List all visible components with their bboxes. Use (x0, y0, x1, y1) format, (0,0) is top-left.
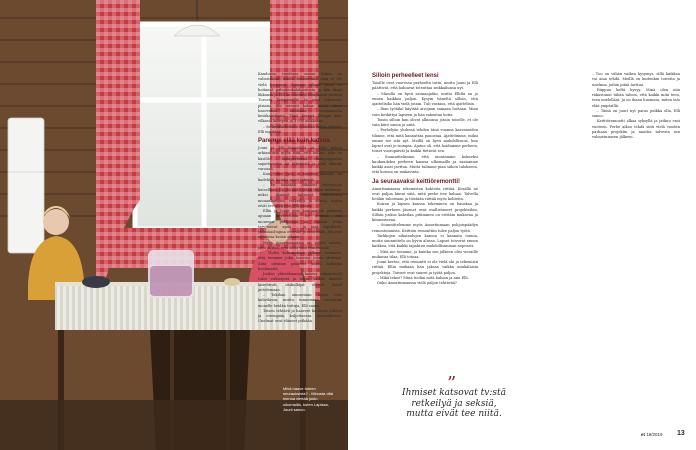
paragraph: – Suunnittelemme myös Amortinmaan pohjoispäädyn remontoinnista. Keittiön remonttiin tulee paljon työtä. (372, 223, 478, 233)
paragraph: Amortinmaassa tekemisten kohteita riittää. Kesällä ne ovat paljon kiinni siitä, mitä perhe itse haluaa. Talvella heidän tuloistaan ja töistään riittää myös kohteita. (372, 186, 478, 201)
page-number: 13 (677, 430, 685, 437)
paragraph: Toisen tehtävä ja haaveet kuuluvat arkeen ja eteenpäin kuljettaessa luonnollisesti. Unelmat ovat eläneet pitkään. (258, 308, 342, 324)
subheading: Silloin perheelleet lensi (372, 73, 439, 79)
paragraph: Jouni kertoo, että remontti ei ole vielä ohi ja tekemistä riittää. Ellin mukaan hän jaksaa vaikka minkälaisia projekteja. Toiveet ovat suuret ja työtä paljon. (372, 260, 478, 275)
subheading: Parempi elää kuin katsoa (258, 138, 330, 144)
paragraph: – Minulla on hyvä saunanjatko, mutta Elliltä on jo ennen kaikkea paljon. Kysyin häneltä silloin, että ajattelisiko hän vielä jotain. Tuli vastaus, että ajattelisin. (372, 91, 478, 106)
paragraph: Ellin ja Jouni ovat kummankin paikasta apuaan perheeltään. He tietävät, että monessa perheessä on ihmisiä jotka tarvitsevat apua – ja taas lapsilleen, yksinhuoltajina etsiville ja nuorisolle. He ovat aktiivisia kesän aikana. (258, 209, 342, 240)
article-column-1 (258, 72, 342, 325)
paragraph: – Yhden kokemuksen jälkeen sovimme, että teemme joka lauantai jotain yhdessä. Siitä olemme pitäneet kiinni kaikesta huolimatta. (258, 251, 342, 271)
photo-caption: Mikä haave toteen seurauksista? - Minusta olisi hienoa viettää joulu ulkomailla, kuten Lapissa, Jouni sanoo. (283, 386, 334, 412)
article-column-3 (592, 72, 680, 140)
subheading: Ja seuraavaksi keittiöremontti! (372, 178, 461, 185)
paragraph: Kun tekee työt, ei tarvitse kamalla tai kadehtia, kuinka muut tekevät. (258, 172, 342, 182)
paragraph: Myös Amortinmaassa on paljon asioita, joita auttaa, että asiat vain remontoida. (258, 240, 342, 250)
quote-mark-icon: ” (447, 373, 457, 394)
pull-quote: Ihmiset katsovat tv:stä retkeilyä ja seksiä, mutta eivät tee niitä. (402, 388, 506, 419)
paragraph: Joskus yhteiskunnan kanssa tekemisestä tulee virkistystä ja intoa. Vaikka ihmiset kiirehtivät, ohikulkijat ehtivät jäädä juttelemaan. (258, 272, 342, 292)
paragraph: – Mitä me teemme, ja kuinka sen jälkeen olisi vieraille mukavaa tilaa, Elli toteaa. (372, 249, 478, 259)
paragraph: Toisin silloin kun olivat alkuunsa jotain toiselle, et ole vain kiire sanoa ja niitä. (372, 117, 478, 127)
paragraph: Kandonsa vuodessa mooni kohta on valmistunut, mutta remontointi aina ei ole vielä loppunut. Samaan aikaan Jouni on hoitanut paluuleukalahjoitusta ja hän tävät likkansa ja Elli on siirtänyt terapiansa tuttuun Turusta Tampereelle. Ja jotta tekemistä piisaisi, Elli toteutti kolme kesää sitten haaveensa koulunsa avartamasta kesäkahvilasta. Tänä kesänä kauppa kävi vilkasta kiertyen ja 3 000 asiakasta. (258, 72, 342, 124)
paragraph: – En baaskaa aikaansi televisioon katsellaan. En ole vielä tähän ikään keskenyt, miksi ihmiset katsovat televisiosta muuanlaitteita, retkeilyä ja seksiä, mutta eivät tee niitä itse, Elli sanoo. (258, 182, 342, 208)
paragraph: Jouni ja Elli Raipelalla on kyky puhua arkiasioista myös siitä, että hetket, joka on käsillä – lapsiperheenä, viisikymppisinä sapattivuotta tai tekemistä ja niitä elämää varoaan. (258, 146, 342, 171)
paragraph: Koiran ja lapsen kanssa tekeminen on hauskaa ja kaikki perheen jäsenet ovat osallistuneet projekteihin. Silloin joskus kahvilan pitäminen on erittäin mukavaa ja kiinnostavaa. (372, 202, 478, 222)
paragraph: – Tämä on juuri nyt paras paikka olla, Elli sanoo. (592, 108, 680, 118)
issue-number: 19/2019 (646, 432, 663, 437)
paragraph: Tarkkojen aikataulujen kanssa ei kannata toimia, mutta suunnittelu on hyvin alussa. Lapset toivovat ennen kaikkea, että kaikki tapahtuu mahdollisimman nopeasti. (372, 233, 478, 249)
folio (641, 432, 663, 437)
paragraph: Onko Amortinmaassa vielä paljon tehtävää? (377, 281, 457, 285)
article-column-2 (372, 72, 478, 286)
paragraph: Toisille ovat vuorossa perheeltä tuttu, mutta Jouni ja Elli päättivät, että haluavat toteuttaa seikkailunsa nyt. (372, 81, 478, 91)
magazine-logo: et (641, 432, 646, 437)
paragraph: – Perhelyön yhdessä tehden tänä vuonna kasvaneiden tilanne, että mitä kannattaa panostaa. Ajattelimme, miksi emme tee sitä nyt. Meillä on hyvä mahdollisuus, kun lapset ovat jo isompia. Ajatus oli, että hoidamme perheen, toiset vuoropäivät ja kaikki tietävät sen. (372, 128, 478, 154)
paragraph: Keittiöremontti alkaa syksyllä ja jatkuu ensi vuoteen. Perhe aikoo tehdä siitä vielä vuoden parhaan projektin ja nauttia talvesta sen valmistumisen jälkeen. (592, 119, 680, 139)
paragraph: Riippuu keltä kysyy. Minä olen niin rakastunut tähän taloon, että kaikki mitä teen, teen mielelläni. Ja on ihana huomata, miten talo elää ympärillä. (592, 87, 680, 108)
paragraph: – Suunnittelimme, että muutamme kolmeksi kuukaudeksi perheen kanssa ulkomaille ja saatamme kaikki asiat jaettua. Mutta tulimme pian siihen tulokseen, että kotona on mukavinta. (372, 154, 478, 175)
paragraph: – Se kesäkahvilaan tyimästä vähän ylläätti, Elli myöntää. (258, 124, 342, 134)
paragraph: – Ihan työtäkö käyttää aivojaan samaan luotaan. Minä voin keskittyä lapseen ja hän rakentaa kotia. (372, 107, 478, 117)
paragraph: – Mikä tekee? Minä tiedän mitä haluan ja niin Elli. (377, 275, 469, 280)
paragraph: – Tokihan ainoastaan toiset ovat kahvilassa, mutta tunnemme olevamme monelle heidän tuttuja, Elli sanoo. (258, 293, 342, 308)
paragraph: – Tuo on vähän vaikea kysymys, sillä kaikkea voi aina tehdä. Meillä on kuitenkin toiveita ja unelmia, joihin pitää tarttua. (592, 72, 680, 87)
